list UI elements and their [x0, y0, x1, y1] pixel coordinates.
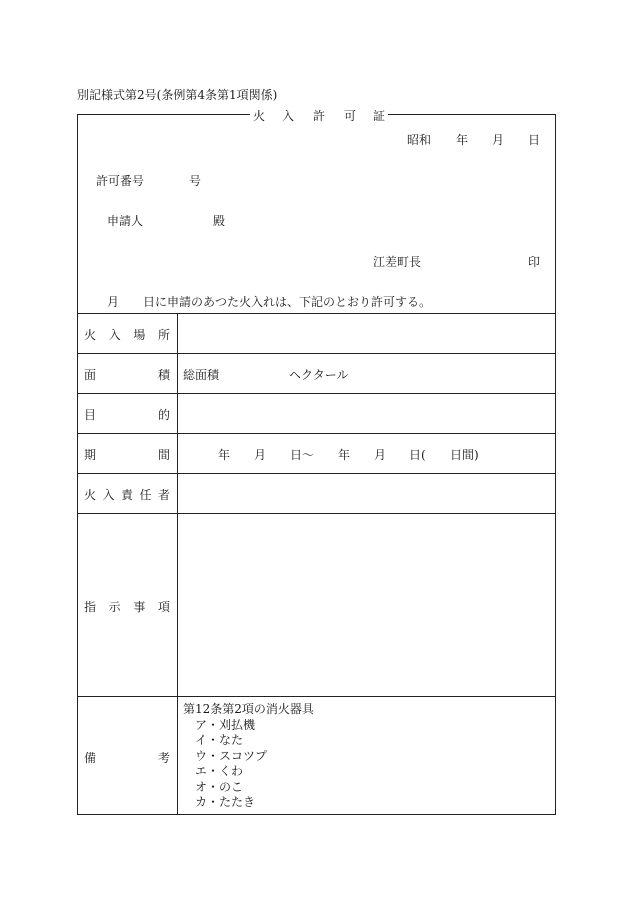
heading-char: 火	[253, 109, 266, 123]
applicant-label: 申請人	[107, 214, 144, 228]
statement-month: 月	[107, 295, 120, 309]
list-item: オ・のこ	[195, 779, 244, 794]
column-divider	[177, 313, 178, 815]
table-border	[77, 353, 556, 354]
heading-char: 可	[344, 109, 357, 123]
row-label-area: 面 積	[84, 368, 170, 382]
applicant-honorific: 殿	[213, 214, 226, 228]
list-item: イ・なた	[195, 733, 244, 747]
date-month: 月	[492, 133, 505, 147]
period-part: 月	[254, 448, 267, 462]
issuer-name: 江差町長	[373, 255, 422, 269]
period-part: 年	[218, 448, 231, 462]
row-label-remarks: 備 考	[84, 751, 170, 765]
list-item: ウ・スコツプ	[195, 748, 268, 763]
remarks-list	[183, 702, 314, 811]
row-label-responsible: 火 入 責 任 者	[84, 488, 170, 502]
row-label-instructions: 指 示 事 項	[84, 600, 170, 614]
table-border	[77, 513, 556, 514]
heading-char: 許	[313, 109, 326, 123]
table-border	[77, 696, 556, 697]
list-item: ア・刈払機	[195, 717, 256, 732]
period-part: 年	[338, 448, 351, 462]
date-year: 年	[456, 133, 469, 147]
table-border	[77, 393, 556, 394]
area-unit: ヘクタール	[289, 368, 349, 382]
period-part: 日〜	[290, 448, 315, 462]
permit-number-label: 許可番号	[96, 174, 145, 188]
form-title: 別記様式第2号(条例第4条第1項関係)	[77, 88, 278, 102]
row-label-place: 火 入 場 所	[84, 328, 170, 342]
date-era: 昭和	[407, 133, 432, 147]
row-label-period: 期 間	[84, 448, 170, 462]
list-item: カ・たたき	[195, 795, 256, 809]
period-part: 月	[374, 448, 387, 462]
remarks-title: 第12条第2項の消火器具	[183, 702, 314, 716]
area-total-label: 総面積	[183, 368, 220, 382]
period-part: 日間)	[450, 448, 479, 462]
heading-char: 証	[373, 109, 386, 123]
row-label-purpose: 目 的	[84, 408, 170, 422]
table-border	[77, 313, 556, 314]
list-item: エ・くわ	[195, 764, 244, 778]
period-part: 日(	[409, 448, 426, 462]
form-frame	[77, 114, 556, 815]
statement-text: 日に申請のあつた火入れは、下記のとおり許可する。	[143, 295, 432, 309]
date-day: 日	[528, 133, 541, 147]
heading-char: 入	[282, 109, 295, 123]
permit-number-suffix: 号	[189, 174, 202, 188]
table-border	[77, 473, 556, 474]
table-border	[77, 433, 556, 434]
issuer-seal: 印	[528, 255, 541, 269]
